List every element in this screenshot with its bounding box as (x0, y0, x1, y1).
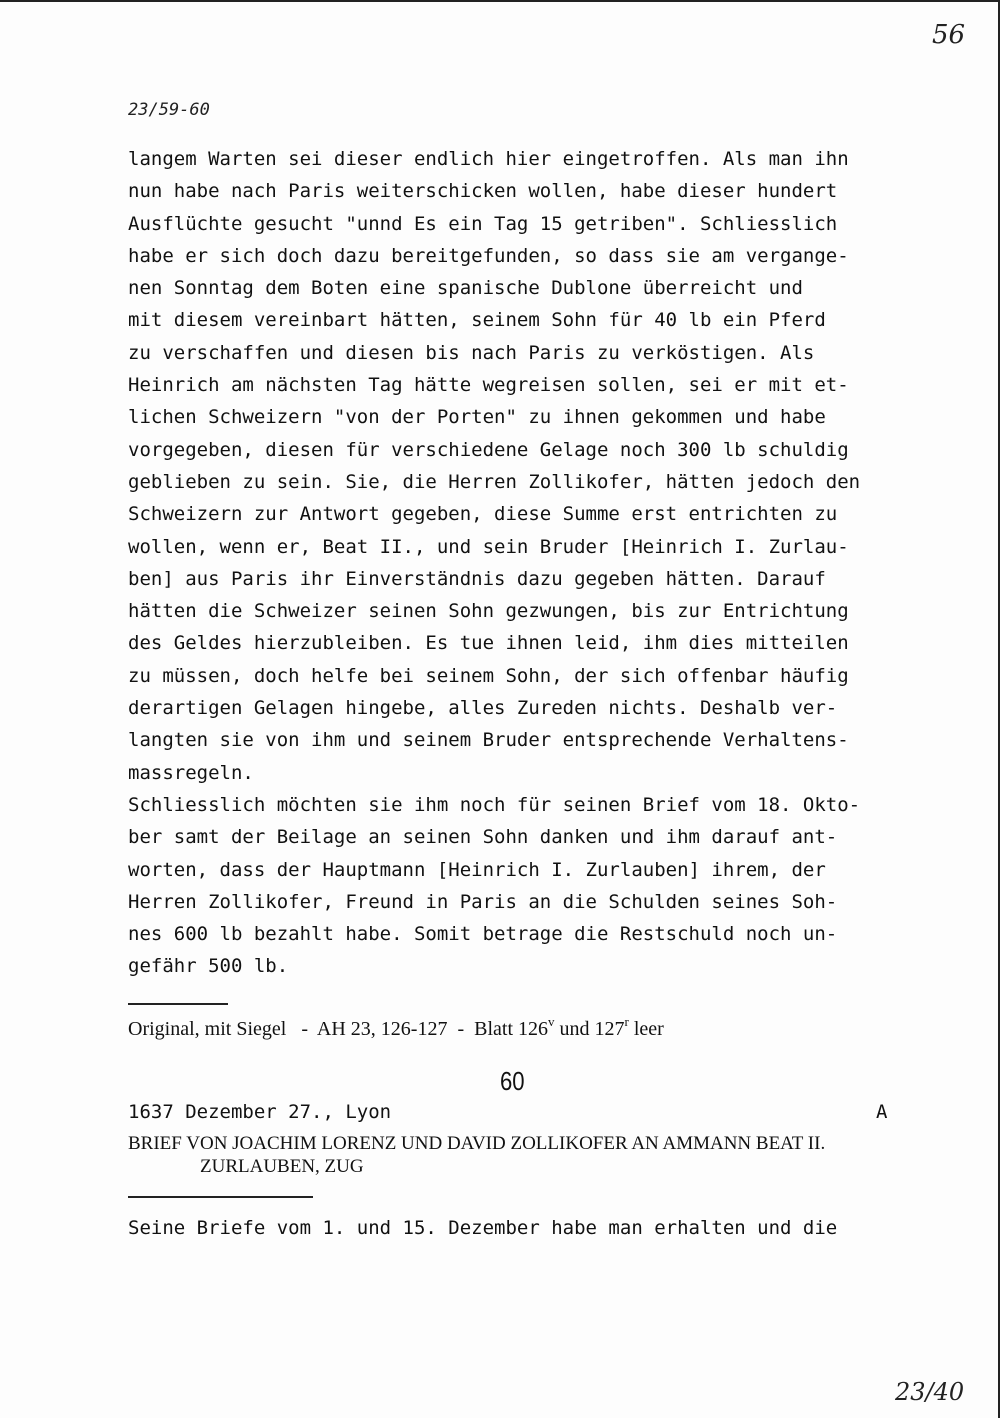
body-line: mit diesem vereinbart hätten, seinem Sohn für 40 lb ein Pferd (128, 309, 826, 332)
source-sup-verso: v (548, 1014, 555, 1029)
body-line: wollen, wenn er, Beat II., und sein Bruder [Heinrich I. Zurlau- (128, 535, 849, 558)
source-sup-recto: r (624, 1014, 629, 1029)
body-line: ben] aus Paris ihr Einverständnis dazu gegeben hätten. Darauf (128, 567, 826, 590)
body-line: geblieben zu sein. Sie, die Herren Zollikofer, hätten jedoch den (128, 470, 861, 493)
body-line: Herren Zollikofer, Freund in Paris an die Schulden seines Soh- (128, 890, 838, 913)
separator-rule-top (128, 1003, 228, 1005)
body-line: nun habe nach Paris weiterschicken wollen, habe dieser hundert (128, 180, 838, 203)
source-blatt: Blatt 126 (474, 1018, 548, 1040)
body-line: des Geldes hierzubleiben. Es tue ihnen leid, ihm dies mitteilen (128, 632, 849, 655)
body-line: zu müssen, doch helfe bei seinem Sohn, der sich offenbar häufig (128, 664, 849, 687)
folio-number: 56 (932, 20, 966, 50)
next-letter-first-line: Seine Briefe vom 1. und 15. Dezember habe man erhalten und die (128, 1217, 838, 1239)
body-line: habe er sich doch dazu bereitgefunden, so dass sie am vergange- (128, 244, 849, 267)
body-line: worten, dass der Hauptmann [Heinrich I. Zurlauben] ihrem, der (128, 858, 826, 881)
document-number: 60 (500, 1066, 525, 1096)
body-line: nes 600 lb bezahlt habe. Somit betrage die Restschuld noch un- (128, 923, 838, 946)
separator-rule-bottom (128, 1196, 313, 1198)
source-leer: leer (633, 1018, 664, 1040)
body-line: Schliesslich möchten sie ihm noch für seinen Brief vom 18. Okto- (128, 793, 861, 816)
body-line: Heinrich am nächsten Tag hätte wegreisen sollen, sei er mit et- (128, 374, 849, 397)
body-line: lichen Schweizern "von der Porten" zu ihnen gekommen und habe (128, 406, 826, 429)
letter-body (128, 143, 908, 983)
source-und: und 127 (559, 1018, 625, 1040)
body-line: langem Warten sei dieser endlich hier eingetroffen. Als man ihn (128, 148, 849, 170)
category-letter: A (876, 1101, 888, 1123)
letter-title-line-1: BRIEF VON JOACHIM LORENZ UND DAVID ZOLLIKOFER AN AMMANN BEAT II. (128, 1133, 826, 1154)
reference-number: 23/59-60 (128, 100, 210, 120)
body-line: hätten die Schweizer seinen Sohn gezwungen, bis zur Entrichtung (128, 600, 849, 623)
body-line: zu verschaffen und diesen bis nach Paris zu verköstigen. Als (128, 341, 815, 364)
body-line: massregeln. (128, 761, 254, 784)
body-line: ber samt der Beilage an seinen Sohn danken und ihm darauf ant- (128, 826, 838, 849)
handwritten-signature: 23/40 (895, 1378, 965, 1406)
scan-edge-top (0, 0, 1000, 2)
body-line: vorgegeben, diesen für verschiedene Gelage noch 300 lb schuldig (128, 438, 849, 461)
body-line: langten sie von ihm und seinem Bruder entsprechende Verhaltens- (128, 729, 849, 752)
source-sep-2: - (457, 1018, 465, 1040)
body-line: gefähr 500 lb. (128, 955, 289, 978)
body-line: nen Sonntag dem Boten eine spanische Dublone überreicht und (128, 277, 803, 300)
source-archive: AH 23, 126-127 (316, 1018, 448, 1040)
source-original: Original, mit Siegel (128, 1018, 287, 1040)
letter-title-line-2: ZURLAUBEN, ZUG (200, 1156, 364, 1177)
body-line: Ausflüchte gesucht "unnd Es ein Tag 15 getriben". Schliesslich (128, 212, 838, 235)
body-line: derartigen Gelagen hingebe, alles Zureden nichts. Deshalb ver- (128, 697, 838, 720)
date-place: 1637 Dezember 27., Lyon (128, 1101, 392, 1123)
body-line: Schweizern zur Antwort gegeben, diese Summe erst entrichten zu (128, 503, 838, 526)
source-sep-1: - (301, 1018, 308, 1040)
source-note (128, 1014, 664, 1041)
